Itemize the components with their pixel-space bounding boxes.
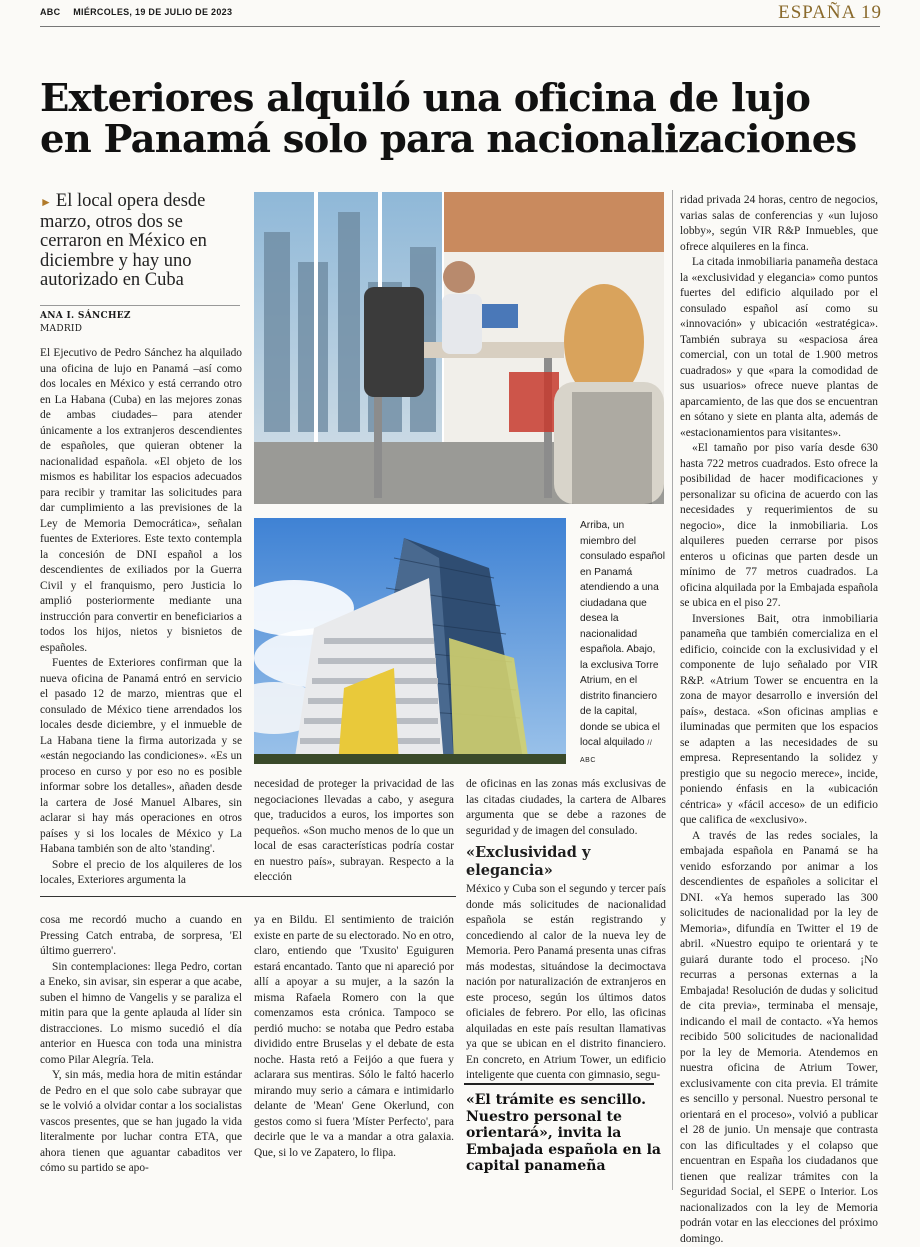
article-column-4 <box>680 193 878 1247</box>
article-column-1 <box>40 346 242 889</box>
byline <box>40 310 131 336</box>
paragraph: «El tamaño por piso varía desde 630 hasta 722 metros cuadrados. Esto ofrece la posibilidad de hacer modificaciones y personalizar su oficina de acuerdo con las necesidades y requerimientos de su negocio», dice la inmobiliaria. Los alquileres pueden cerrarse por pisos enteros u oficinas que parten desde un mínimo de 77 metros cuadrados. La oficina alquilada por la Embajada española se ubica en el piso 27. <box>680 441 878 612</box>
other-article-column-1 <box>40 913 242 1177</box>
paragraph: Sin contemplaciones: llega Pedro, cortan a Eneko, sin avisar, sin esperar a que acabe, suben el himno de Vangelis y se paraliza el mitin para que la gente aplauda al líder sin distracciones. Lo mismo sucedió el día anterior en Huesca con toda una ministra como Pilar Alegría. Tela. <box>40 960 242 1069</box>
page-header-right <box>778 2 882 24</box>
subhead-text: El local opera desde marzo, otros dos se cerraron en México en diciembre y hay uno autorizado en Cuba <box>40 191 207 290</box>
paragraph: necesidad de proteger la privacidad de las negociaciones llevadas a cabo, y asegura que, traducidos a euros, los importes son pequeños. «Son mucho menos de lo que un local de esas características podría costar en nuestro país», subrayan. Respecto a la elección <box>254 777 454 886</box>
paragraph: Fuentes de Exteriores confirman que la nueva oficina de Panamá entró en servicio el pasado 12 de marzo, mientras que el consulado de México tiene arrendados los locales desde diciembre, y el inmueble de La Habana tiene la firma autorizada y se «están negociando las condiciones». «Es un proceso en curso y por eso no es posible informar sobre los detalles», añaden desde la cartera de José Manuel Albares, sin aclarar si hay más operaciones en otros países y si los locales de México y La Habana también son de alto 'standing'. <box>40 656 242 858</box>
paragraph: cosa me recordó mucho a cuando en Pressing Catch entraba, de sorpresa, 'El último guerrero'. <box>40 913 242 960</box>
paragraph: ridad privada 24 horas, centro de negocios, varias salas de conferencias y «un lujoso lobby», según VIR R&P Inmuebles, que ofrece alquileres en la finca. <box>680 193 878 255</box>
page-number: 19 <box>861 2 882 23</box>
atrium-tower-photo <box>254 518 566 764</box>
paragraph: El Ejecutivo de Pedro Sánchez ha alquilado una oficina de lujo en Panamá –así como dos locales en México y está cerrando otro en La Habana (Cuba) en las mejores zonas de ambas ciudades– para atender únicamente a los extranjeros descendientes de españoles, que quieran obtener la nacionalidad española. «El objeto de los mismos es habilitar los espacios adecuados para recibir y tramitar las solicitudes para dar cumplimiento a las previsiones de la Ley de Memoria Democrática», señalan fuentes de Exteriores. Este texto contempla la concesión de DNI español a los descendientes de exiliados por la Guerra Civil y el franquismo, pero Justicia lo amplió posteriormente mediante una instrucción para convertir en beneficiarios a todos los hijos, nietos y bisnietos de españoles. <box>40 346 242 656</box>
paragraph: A través de las redes sociales, la embajada española en Panamá se ha venido esforzando por animar a los descendientes de españoles a solicitar el DNI. «Ya hemos superado las 300 solicitudes de nacionalidad por la ley de Memoria», difundía en Twitter el 19 de abril. «Nuestro equipo te orientará y te guiará durante todo el proceso. ¡No recurras a personas externas a la Embajada! Resolución de dudas y solicitud de cita previa», terminaba el mensaje, indicando el mail de contacto. «Ya hemos recibido 500 solicitudes de nacionalidad por la ley de Memoria. Atendemos en nuestra oficina de Atrium Tower, exclusivamente con cita previa. El trámite es sencillo y personal. Nuestro personal te orientará en el proceso», volvió a publicar el 28 de junio. Un mensaje que contrasta con las dificultades y el colapso que encuentran en España los ciudadanos que tienen que realizar trámites con la Seguridad Social, el SEPE o Interior. Los nacionalizados con la ley de Memoria podrán votar en las elecciones del próximo domingo. <box>680 829 878 1247</box>
paragraph: Y, sin más, media hora de mitin estándar de Pedro en el que solo cabe subrayar que se le volvió a olvidar contar a los socialistas vascos presentes, que se han jugado la vida literalmente por luchar contra ETA, que ahora tienen que aguantar cabaditos ver cómo su partido se apo- <box>40 1068 242 1177</box>
issue-date: MIÉRCOLES, 19 DE JULIO DE 2023 <box>73 7 232 17</box>
header-rule <box>40 26 880 27</box>
paragraph: ya en Bildu. El sentimiento de traición existe en parte de su electorado. No en otro, claro, entiendo que 'Txusito' Eguiguren estará encantado. Tanto que ni apareció por allí a apoyar a su mujer, a la sazón la misma Rafaela Romero con la que comenzamos esta crónica. Tampoco se perdió mucho: se notaba que Pedro estaba dividido entre Bruselas y el debate de esta noche. Hasta retó a Feijóo a que fuera y aclarara sus mentiras. Sólo le faltó hacerlo mirando muy serio a cámara e intimidarlo delante de 'Mean' Gene Okerlund, con gestos como si fuera 'Míster Perfecto', para decirle que le va a mandar a otra galaxia. Que, si lo ve Zapatero, lo flipa. <box>254 913 454 1161</box>
paragraph: La citada inmobiliaria panameña destaca la «exclusividad y elegancia» como puntos fuertes del edificio alquilado por el consulado español así como su «innovación» y ubicación «estratégica». También subraya su «espaciosa área comercial, con un total de 1.900 metros cuadrados» y que «para la comodidad de sus usuarios» ofrece nueve plantas de aparcamiento, de las que dos se encuentran en sótano y siete en planta alta, además de «estacionamientos para visitantes». <box>680 255 878 441</box>
pull-quote: «El trámite es sencillo. Nuestro personal te orientará», invita la Embajada española en la capital panameña <box>466 1092 666 1175</box>
consulate-office-photo <box>254 192 664 504</box>
newspaper-name: ABC <box>40 7 60 17</box>
article-column-3 <box>466 777 666 1084</box>
office-photo-illustration <box>254 192 664 504</box>
paragraph: México y Cuba son el segundo y tercer país donde más solicitudes de nacionalidad española se están registrando y concediendo al calor de la nueva ley de Memoria. Pero Panamá presenta unas cifras más modestas, situándose la decimoctava nación por naturalización de extranjeros en este proceso, según los últimos datos oficiales de febrero. Por ello, las oficinas alquiladas en este país resultan llamativas ya que se ubican en el distrito financiero. En concreto, en Atrium Tower, un edificio inteligente que cuenta con gimnasio, segu- <box>466 882 666 1084</box>
section-name: ESPAÑA <box>778 2 855 23</box>
column-separator <box>672 190 673 1190</box>
caption-text: Arriba, un miembro del consulado español en Panamá atendiendo a una ciudadana que desea la nacionalidad española. Abajo, la exclusiva Torre Atrium, en el distrito financiero de la capital, donde se ubica el local alquilado <box>580 520 665 748</box>
subhead <box>40 192 245 291</box>
section-subtitle: «Exclusividad y elegancia» <box>466 844 666 880</box>
article-column-2 <box>254 777 454 886</box>
dateline-location: MADRID <box>40 323 131 336</box>
pull-quote-rule <box>464 1083 654 1085</box>
other-article-column-2 <box>254 913 454 1161</box>
page-header-left <box>40 7 242 17</box>
paragraph: Sobre el precio de los alquileres de los locales, Exteriores argumenta la <box>40 858 242 889</box>
paragraph: Inversiones Bait, otra inmobiliaria panameña que también comercializa en el edificio, coincide con la exclusividad y el componente de lujo señalado por VIR R&P. «Atrium Tower se encuentra en la zona de mayor desarrollo e inversión del país», destaca. «Son oficinas amplias e iluminadas que permiten que los espacios se adapten a las necesidades de su empresa. Representando la solidez y prestigio que su negocio merece», incide, poniendo énfasis en la «ubicación céntrica» y «fácil acceso» de un edificio que califica de «exclusivo». <box>680 612 878 829</box>
photo-caption <box>580 518 666 768</box>
tower-photo-illustration <box>254 518 566 764</box>
headline: Exteriores alquiló una oficina de lujo en Panamá solo para nacionalizaciones <box>40 78 860 160</box>
article-separator-rule <box>40 896 456 897</box>
photo-credit: // ABC <box>580 740 652 764</box>
author: ANA I. SÁNCHEZ <box>40 310 131 323</box>
subhead-arrow-icon: ► <box>40 195 52 209</box>
paragraph: de oficinas en las zonas más exclusivas de las citadas ciudades, la cartera de Albares argumenta que se debe a razones de seguridad y de imagen del consulado. <box>466 777 666 839</box>
subhead-rule <box>40 305 240 306</box>
